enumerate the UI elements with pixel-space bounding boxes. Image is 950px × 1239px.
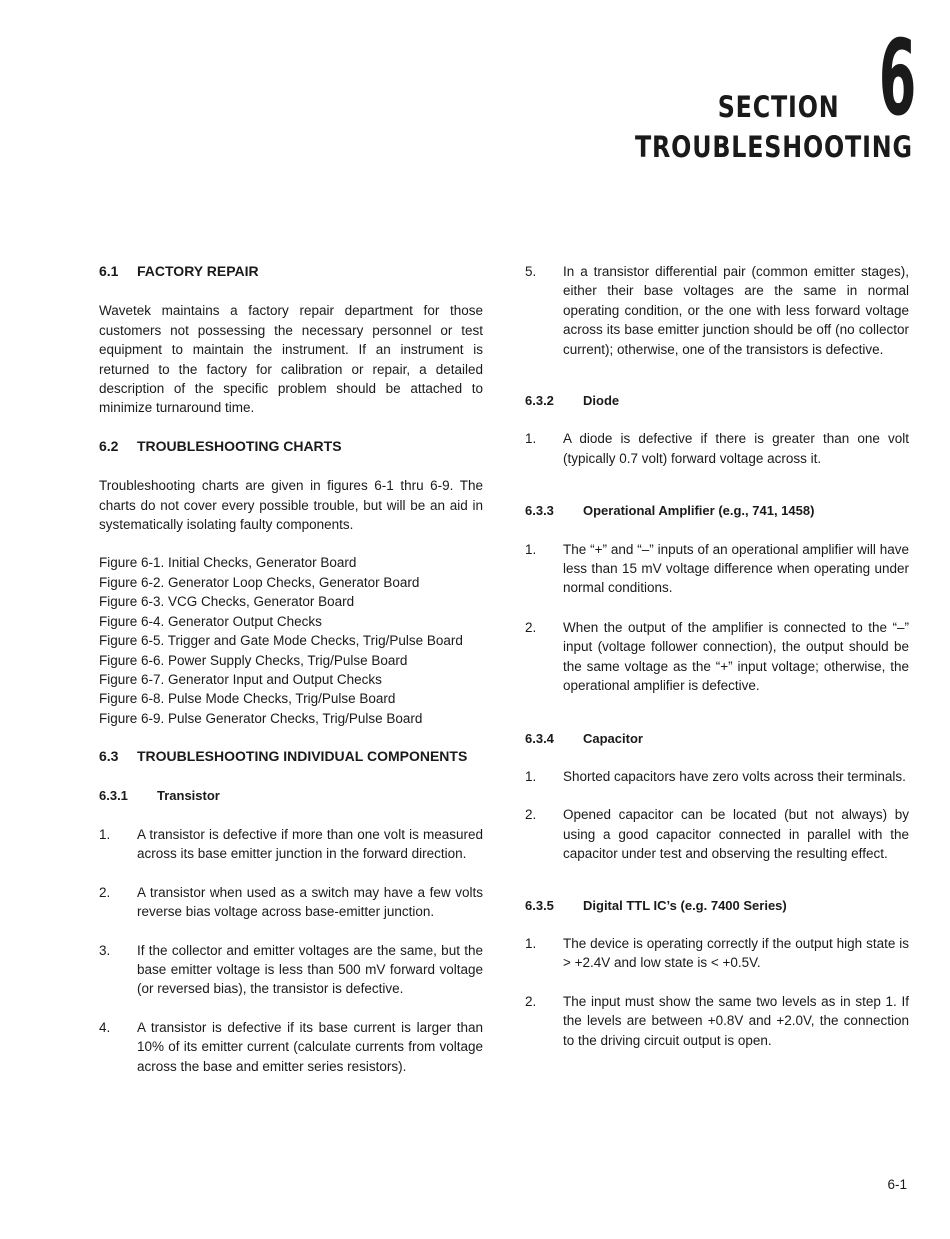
figure-list — [99, 553, 483, 728]
heading-number: 6.3.3 — [525, 503, 554, 519]
figure-list-item: Figure 6-2. Generator Loop Checks, Generator Board — [99, 574, 420, 590]
heading-title: Operational Amplifier (e.g., 741, 1458) — [583, 503, 815, 519]
heading-title: TROUBLESHOOTING CHARTS — [137, 437, 342, 454]
heading-6-1 — [99, 262, 483, 281]
section-word: SECTION — [717, 90, 840, 124]
item-number: 2. — [525, 993, 537, 1009]
heading-6-3-3 — [525, 501, 909, 520]
item-text: If the collector and emitter voltages are the same, but the base emitter voltage is less than 500 mV forward voltage (or reversed bias), the transistor is defective. — [137, 942, 483, 997]
item-number: 2. — [525, 619, 537, 635]
heading-title: FACTORY REPAIR — [137, 263, 259, 279]
paragraph-troubleshooting-charts: Troubleshooting charts are given in figures 6-1 thru 6-9. The charts do not cover every possible trouble, but will be an aid in systematically isolating faulty components. — [99, 478, 483, 533]
section-header-line — [574, 17, 916, 139]
item-number: 3. — [99, 942, 111, 958]
heading-title: Transistor — [157, 787, 220, 803]
item-number: 2. — [525, 807, 537, 823]
item-number: 1. — [525, 431, 537, 447]
figure-list-item: Figure 6-9. Pulse Generator Checks, Trig/Pulse Board — [99, 710, 423, 726]
heading-number: 6.3 — [99, 748, 119, 765]
figure-list-item: Figure 6-5. Trigger and Gate Mode Checks, Trig/Pulse Board — [99, 633, 463, 649]
item-text: A transistor when used as a switch may have a few volts reverse bias voltage across base-emitter junction. — [137, 884, 483, 920]
section-header — [574, 17, 916, 164]
item-text: A diode is defective if there is greater than one volt (typically 0.7 volt) forward voltage across it. — [563, 431, 909, 466]
item-number: 1. — [99, 826, 111, 842]
list-item — [99, 883, 483, 922]
heading-title: TROUBLESHOOTING INDIVIDUAL COMPONENTS — [137, 748, 468, 765]
list-item — [525, 805, 909, 863]
section-number: 6 — [878, 17, 916, 139]
heading-title: Capacitor — [583, 730, 643, 746]
item-text: Shorted capacitors have zero volts across their terminals. — [563, 768, 906, 784]
list-item — [99, 941, 483, 999]
heading-6-3-2 — [525, 391, 909, 410]
list-item — [525, 540, 909, 598]
figure-list-item: Figure 6-6. Power Supply Checks, Trig/Pulse Board — [99, 652, 408, 668]
list-item — [525, 992, 909, 1050]
heading-number: 6.1 — [99, 263, 119, 279]
item-text: The device is operating correctly if the output high state is > +2.4V and low state is < +0.5V. — [563, 935, 909, 971]
item-number: 1. — [525, 541, 537, 557]
item-number: 1. — [525, 935, 537, 951]
figure-list-item: Figure 6-1. Initial Checks, Generator Board — [99, 555, 357, 571]
figure-list-item: Figure 6-3. VCG Checks, Generator Board — [99, 594, 355, 610]
heading-6-2 — [99, 437, 483, 456]
item-number: 5. — [525, 264, 537, 279]
list-item — [99, 1018, 483, 1076]
item-text: The input must show the same two levels as in step 1. If the levels are between +0.8V and +2.0V, the connection to the driving circuit output is open. — [563, 993, 909, 1048]
heading-number: 6.3.5 — [525, 897, 554, 913]
figure-list-item: Figure 6-7. Generator Input and Output Checks — [99, 671, 382, 687]
heading-number: 6.3.2 — [525, 393, 554, 409]
item-number: 4. — [99, 1019, 111, 1035]
heading-number: 6.3.4 — [525, 730, 554, 746]
heading-6-3 — [99, 747, 483, 766]
item-text: Opened capacitor can be located (but not always) by using a good capacitor connected in parallel with the capacitor under test and observing the resulting effect. — [563, 807, 909, 862]
heading-title: Digital TTL IC’s (e.g. 7400 Series) — [583, 897, 787, 913]
page-number: 6-1 — [887, 1177, 907, 1192]
list-item — [525, 618, 909, 696]
list-item — [525, 262, 909, 359]
right-column — [525, 262, 909, 1050]
list-item — [99, 825, 483, 864]
paragraph-factory-repair: Wavetek maintains a factory repair department for those customers not possessing the necessary personnel or test equipment to maintain the instrument. If an instrument is returned to the factory for calibration or repair, a detailed description of the specific problem should be attached to minimize turnaround time. — [99, 303, 483, 416]
heading-6-3-1 — [99, 786, 483, 805]
list-item — [525, 767, 909, 786]
item-text: A transistor is defective if more than one volt is measured across its base emitter junction in the forward direction. — [137, 826, 483, 862]
heading-6-3-4 — [525, 729, 909, 748]
heading-6-3-5 — [525, 896, 909, 915]
item-text: When the output of the amplifier is connected to the “–” input (voltage follower connection), the output should be the same voltage as the “+” input voltage; otherwise, the operational amplifier is defective. — [563, 619, 909, 694]
item-number: 1. — [525, 768, 537, 784]
left-column — [99, 262, 483, 1076]
figure-list-item: Figure 6-4. Generator Output Checks — [99, 613, 322, 629]
item-number: 2. — [99, 884, 111, 900]
figure-list-item: Figure 6-8. Pulse Mode Checks, Trig/Pulse Board — [99, 691, 396, 707]
list-item — [525, 429, 909, 468]
item-text: The “+” and “–” inputs of an operational amplifier will have less than 15 mV voltage difference when operating under normal conditions. — [563, 541, 909, 596]
heading-title: Diode — [583, 393, 620, 409]
heading-number: 6.3.1 — [99, 787, 128, 803]
item-text: A transistor is defective if its base current is larger than 10% of its emitter current (calculate currents from voltage across the base and emitter series resistors). — [137, 1019, 483, 1074]
list-item — [525, 934, 909, 973]
item-text: In a transistor differential pair (common emitter stages), either their base voltages are the same in normal operating condition, or the one with less forward voltage across its base emitter junction should be off (no collector current); otherwise, one of the transistors is defective. — [563, 264, 909, 357]
section-title: TROUBLESHOOTING — [635, 130, 913, 164]
heading-number: 6.2 — [99, 437, 119, 454]
